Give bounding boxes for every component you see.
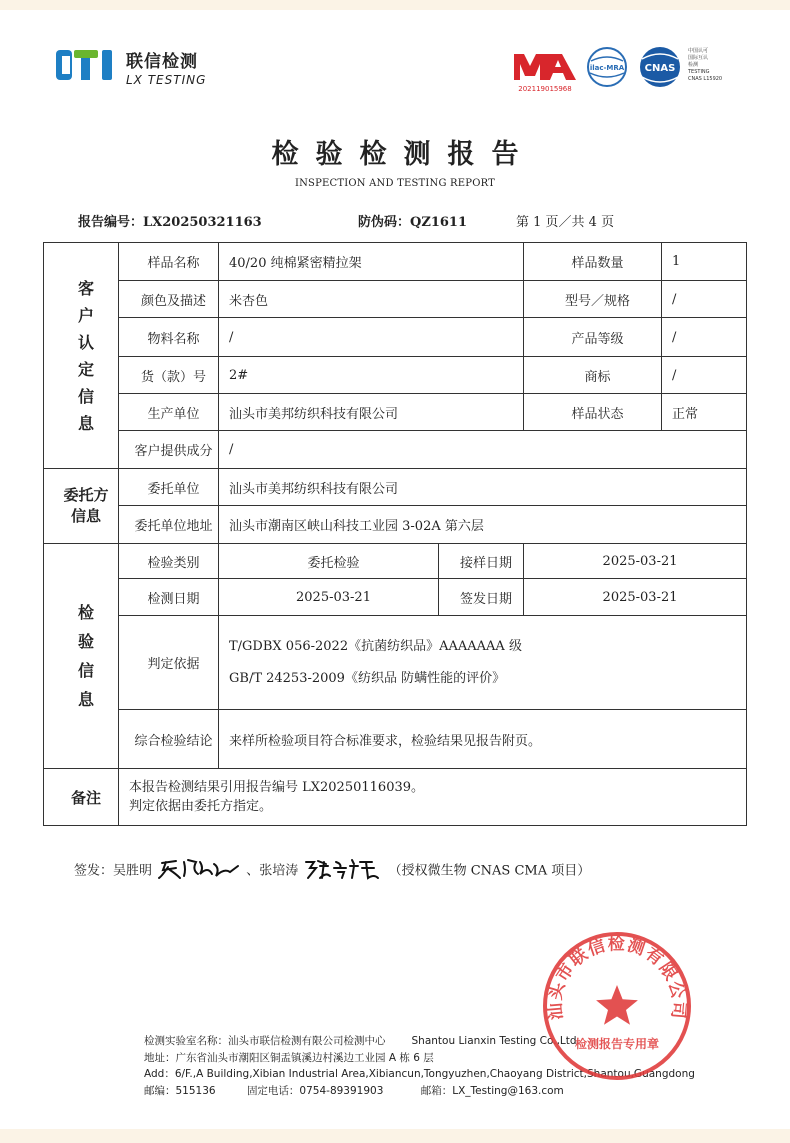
field-value: 委托检验	[219, 544, 439, 579]
report-number: 报告编号：LX20250321163	[78, 215, 262, 230]
signature-middle: 、张培涛	[246, 863, 299, 879]
remark-line: 判定依据由委托方指定。	[129, 799, 273, 814]
conclusion-value: 来样所检验项目符合标准要求，检验结果见报告附页。	[219, 710, 747, 769]
field-label: 生产单位	[119, 394, 219, 431]
ilac-text: ilac-MRA	[589, 64, 625, 72]
section-char: 定	[77, 359, 94, 379]
field-value: 2025-03-21	[219, 579, 439, 616]
section-customer	[44, 243, 119, 469]
report-title: 检验检测报告	[271, 139, 536, 170]
footer-address-en: Add：6/F.,A Building,Xibian Industrial Area,Xibiancun,Tongyuzhen,Chaoyang District,Shantou,Guangdong	[144, 1068, 695, 1080]
cnas-note-line: CNAS L15920	[688, 76, 723, 82]
table-row	[44, 616, 747, 710]
table-row	[44, 318, 747, 357]
ilac-mra-mark	[585, 45, 629, 89]
seal-center-text: 检测报告专用章	[574, 1037, 660, 1051]
section-char: 信	[77, 386, 94, 406]
report-table	[43, 242, 747, 826]
field-value: 2025-03-21	[524, 579, 747, 616]
cnas-note	[688, 48, 738, 83]
table-row	[44, 469, 747, 506]
remark-line: 本报告检测结果引用报告编号 LX20250116039。	[129, 780, 425, 795]
field-label: 接样日期	[439, 544, 524, 579]
signature-prefix: 签发：吴胜明	[74, 863, 153, 879]
table-row	[44, 710, 747, 769]
field-label: 委托单位	[119, 469, 219, 506]
field-label: 产品等级	[524, 318, 662, 357]
footer-contact-line	[144, 1083, 695, 1100]
cma-code: 202119015968	[518, 85, 572, 93]
footer-postcode: 邮编：515136	[144, 1084, 216, 1097]
field-value: /	[219, 318, 524, 357]
sig1-text: 吴胜明	[156, 882, 160, 883]
cnas-note-line: 中国认可	[688, 48, 709, 54]
field-label: 检测日期	[119, 579, 219, 616]
field-label: 客户提供成分	[119, 431, 219, 469]
field-value: 汕头市美邦纺织科技有限公司	[219, 394, 524, 431]
table-row	[44, 243, 747, 281]
brand-cn: 联信检测	[126, 52, 198, 72]
section-line: 信息	[70, 507, 101, 525]
field-value: 正常	[662, 394, 747, 431]
footer-lab-name: 检测实验室名称：汕头市联信检测有限公司检测中心	[144, 1035, 386, 1047]
signature-line	[74, 856, 590, 882]
sig2-text: 张培涛	[302, 882, 306, 883]
field-label: 样品名称	[119, 243, 219, 281]
official-seal	[540, 930, 694, 1082]
section-remarks: 备注	[44, 769, 119, 826]
logo-mark-text: LTI	[84, 86, 86, 87]
field-value: /	[662, 281, 747, 318]
anti-counterfeit-code: 防伪码：QZ1611	[358, 215, 467, 230]
field-label: 颜色及描述	[119, 281, 219, 318]
footer-lab-name-en: Shantou Lianxin Testing Co.,Ltd	[411, 1035, 577, 1047]
section-char: 认	[77, 332, 94, 352]
page-info: 第 1 页／共 4 页	[516, 215, 615, 230]
field-label: 综合检验结论	[119, 710, 219, 769]
table-row	[44, 281, 747, 318]
section-char: 息	[77, 690, 94, 709]
section-char: 信	[77, 661, 94, 680]
remarks-value	[119, 769, 747, 826]
table-row	[44, 357, 747, 394]
field-value: /	[219, 431, 747, 469]
table-row	[44, 394, 747, 431]
field-value: 2025-03-21	[524, 544, 747, 579]
field-label: 货（款）号	[119, 357, 219, 394]
field-value: 汕头市美邦纺织科技有限公司	[219, 469, 747, 506]
table-row	[44, 544, 747, 579]
cnas-note-line: TESTING	[688, 69, 710, 75]
cnas-mark	[634, 45, 686, 89]
field-value: /	[662, 357, 747, 394]
field-value: /	[662, 318, 747, 357]
cnas-note-line: 国际互认	[688, 55, 709, 61]
cnas-note-line: 检测	[688, 62, 699, 68]
field-label: 样品数量	[524, 243, 662, 281]
section-char: 客	[77, 278, 94, 298]
basis-line: T/GDBX 056-2022《抗菌纺织品》AAAAAAA 级	[229, 638, 522, 654]
field-value: 40/20 纯棉紧密精拉架	[219, 243, 524, 281]
section-line: 委托方	[63, 486, 109, 504]
section-char: 息	[77, 413, 94, 433]
signature-suffix: （授权微生物 CNAS CMA 项目）	[388, 863, 591, 879]
cma-mark	[510, 46, 580, 94]
top-edge	[0, 0, 790, 10]
footer-email: 邮箱：LX_Testing@163.com	[420, 1084, 564, 1097]
field-value: 2#	[219, 357, 524, 394]
section-char: 户	[77, 305, 94, 325]
section-char: 验	[77, 632, 94, 651]
field-label: 样品状态	[524, 394, 662, 431]
footer-phone: 固定电话：0754-89391903	[246, 1084, 384, 1097]
field-label: 签发日期	[439, 579, 524, 616]
handwritten-signature-2	[302, 856, 384, 882]
section-char: 检	[77, 603, 94, 622]
field-value: 1	[662, 243, 747, 281]
basis-line: GB/T 24253-2009《纺织品 防螨性能的评价》	[229, 670, 506, 686]
field-label: 商标	[524, 357, 662, 394]
cnas-text: CNAS	[644, 63, 676, 74]
section-client	[44, 469, 119, 544]
footer-address-cn: 地址：广东省汕头市潮阳区铜盂镇溪边村溪边工业园 A 栋 6 层	[144, 1051, 434, 1064]
bottom-edge	[0, 1129, 790, 1143]
report-subtitle: INSPECTION AND TESTING REPORT	[294, 178, 496, 189]
field-label: 判定依据	[119, 616, 219, 710]
field-label: 检验类别	[119, 544, 219, 579]
field-label: 委托单位地址	[119, 506, 219, 544]
table-row	[44, 769, 747, 826]
table-row	[44, 506, 747, 544]
section-inspection	[44, 544, 119, 769]
table-row	[44, 431, 747, 469]
field-value: 米杏色	[219, 281, 524, 318]
seal-star-icon	[596, 985, 638, 1025]
brand	[126, 47, 206, 87]
handwritten-signature-1	[156, 856, 242, 882]
table-row	[44, 579, 747, 616]
field-label: 物料名称	[119, 318, 219, 357]
brand-en: LX TESTING	[126, 73, 207, 87]
field-label: 型号／规格	[524, 281, 662, 318]
basis-value	[219, 616, 747, 710]
seal-ring-text: 汕头市联信检测有限公司	[545, 934, 689, 1021]
field-value: 汕头市潮南区峡山科技工业园 3-02A 第六层	[219, 506, 747, 544]
